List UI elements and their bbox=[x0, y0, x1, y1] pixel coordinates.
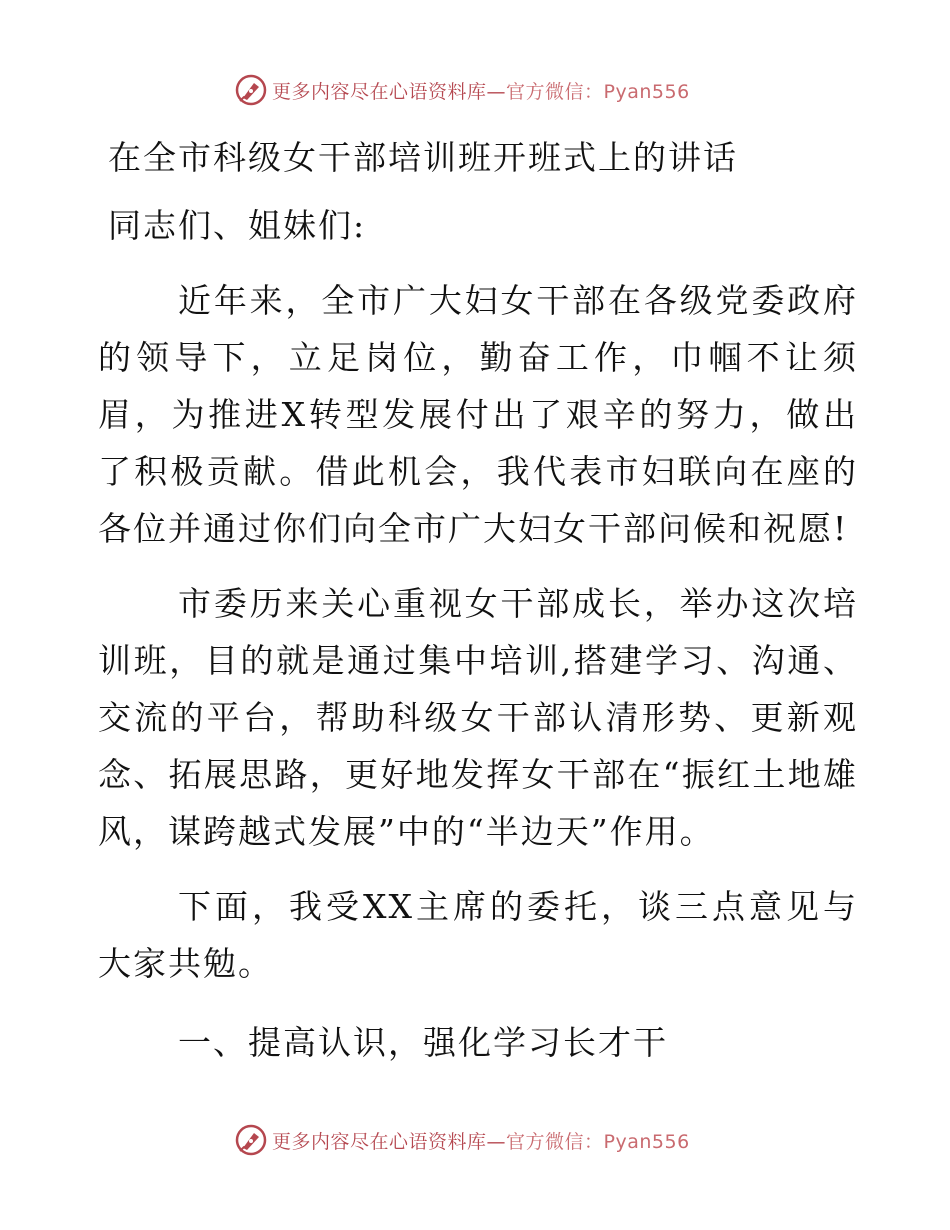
document-body bbox=[98, 120, 858, 1071]
document-title: 在全市科级女干部培训班开班式上的讲话 bbox=[108, 138, 738, 177]
header-watermark bbox=[234, 72, 754, 108]
salutation: 同志们、姐妹们: bbox=[108, 206, 367, 245]
watermark-text bbox=[272, 77, 690, 104]
watermark-site: 更多内容尽在心语资料库— bbox=[272, 80, 507, 103]
pen-nib-logo-icon bbox=[234, 1123, 268, 1157]
footer-watermark bbox=[234, 1122, 754, 1158]
pen-nib-logo-icon bbox=[234, 73, 268, 107]
watermark-site: 更多内容尽在心语资料库— bbox=[272, 1130, 507, 1153]
section-heading-1: 一、提高认识，强化学习长才干 bbox=[178, 1023, 668, 1062]
paragraph-3: 下面，我受XX主席的委托，谈三点意见与大家共勉。 bbox=[98, 887, 858, 983]
paragraph-1: 近年来，全市广大妇女干部在各级党委政府的领导下，立足岗位，勤奋工作，巾帼不让须眉，为推进X转型发展付出了艰辛的努力，做出了积极贡献。借此机会，我代表市妇联向在座的各位并通过你们向全市广大妇女干部问候和祝愿! bbox=[98, 281, 858, 548]
watermark-wechat: 官方微信：Pyan556 bbox=[506, 80, 690, 103]
watermark-text bbox=[272, 1127, 690, 1154]
watermark-wechat: 官方微信：Pyan556 bbox=[506, 1130, 690, 1153]
paragraph-2: 市委历来关心重视女干部成长，举办这次培训班，目的就是通过集中培训,搭建学习、沟通、交流的平台，帮助科级女干部认清形势、更新观念、拓展思路，更好地发挥女干部在“振红土地雄风，谋跨越式发展”中的“半边天”作用。 bbox=[98, 584, 858, 851]
